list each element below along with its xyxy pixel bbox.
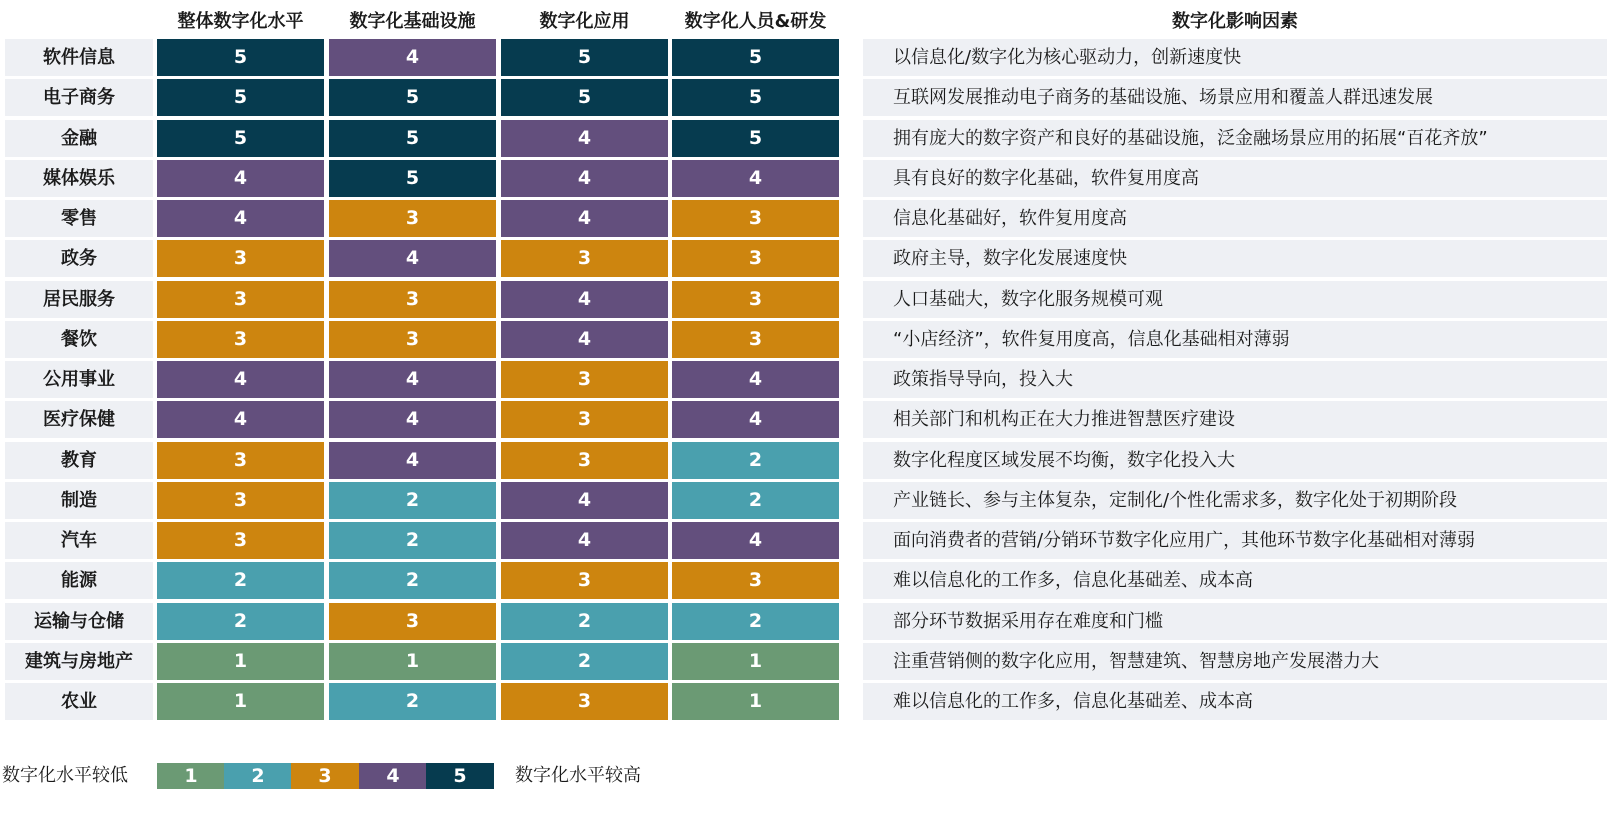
heatmap-cell: 4 bbox=[157, 160, 324, 197]
heatmap-cell: 3 bbox=[157, 281, 324, 318]
heatmap-cell: 4 bbox=[157, 361, 324, 398]
factor-text: 数字化程度区域发展不均衡，数字化投入大 bbox=[863, 442, 1607, 479]
heatmap-cell: 3 bbox=[501, 683, 668, 720]
heatmap-cell: 1 bbox=[672, 643, 839, 680]
heatmap-cell: 3 bbox=[329, 603, 496, 640]
heatmap-cell: 4 bbox=[329, 401, 496, 438]
heatmap-cell: 3 bbox=[329, 281, 496, 318]
legend-swatch: 2 bbox=[224, 763, 292, 789]
heatmap-cell: 5 bbox=[329, 79, 496, 116]
row-label: 餐饮 bbox=[5, 321, 153, 358]
heatmap-cell: 1 bbox=[672, 683, 839, 720]
heatmap-cell: 4 bbox=[672, 361, 839, 398]
heatmap-cell: 3 bbox=[501, 361, 668, 398]
factor-text: 政府主导，数字化发展速度快 bbox=[863, 240, 1607, 277]
factor-text: 拥有庞大的数字资产和良好的基础设施，泛金融场景应用的拓展“百花齐放” bbox=[863, 120, 1607, 157]
factor-text: 难以信息化的工作多，信息化基础差、成本高 bbox=[863, 562, 1607, 599]
heatmap-cell: 4 bbox=[501, 281, 668, 318]
heatmap-cell: 5 bbox=[329, 160, 496, 197]
heatmap-cell: 3 bbox=[672, 240, 839, 277]
heatmap-cell: 4 bbox=[672, 160, 839, 197]
factor-text: 人口基础大，数字化服务规模可观 bbox=[863, 281, 1607, 318]
factor-text: 信息化基础好，软件复用度高 bbox=[863, 200, 1607, 237]
legend-high-label: 数字化水平较高 bbox=[515, 765, 641, 786]
factor-text: 相关部门和机构正在大力推进智慧医疗建设 bbox=[863, 401, 1607, 438]
heatmap-cell: 3 bbox=[501, 442, 668, 479]
heatmap-cell: 5 bbox=[672, 120, 839, 157]
factor-text: 以信息化/数字化为核心驱动力，创新速度快 bbox=[863, 39, 1607, 76]
heatmap-cell: 4 bbox=[501, 120, 668, 157]
factor-text: 难以信息化的工作多，信息化基础差、成本高 bbox=[863, 683, 1607, 720]
heatmap-cell: 2 bbox=[672, 603, 839, 640]
heatmap-cell: 3 bbox=[157, 482, 324, 519]
heatmap-cell: 1 bbox=[329, 643, 496, 680]
heatmap-cell: 4 bbox=[672, 401, 839, 438]
heatmap-cell: 2 bbox=[501, 643, 668, 680]
factor-text: “小店经济”，软件复用度高，信息化基础相对薄弱 bbox=[863, 321, 1607, 358]
row-label: 能源 bbox=[5, 562, 153, 599]
heatmap-cell: 4 bbox=[329, 361, 496, 398]
row-label: 制造 bbox=[5, 482, 153, 519]
column-header: 数字化基础设施 bbox=[349, 11, 476, 32]
factor-text: 面向消费者的营销/分销环节数字化应用广，其他环节数字化基础相对薄弱 bbox=[863, 522, 1607, 559]
row-label: 建筑与房地产 bbox=[5, 643, 153, 680]
row-label: 金融 bbox=[5, 120, 153, 157]
heatmap-cell: 5 bbox=[157, 79, 324, 116]
heatmap-cell: 1 bbox=[157, 643, 324, 680]
heatmap-cell: 4 bbox=[501, 321, 668, 358]
heatmap-cell: 2 bbox=[329, 562, 496, 599]
heatmap-cell: 3 bbox=[672, 200, 839, 237]
factor-text: 互联网发展推动电子商务的基础设施、场景应用和覆盖人群迅速发展 bbox=[863, 79, 1607, 116]
heatmap-cell: 2 bbox=[672, 482, 839, 519]
heatmap-cell: 1 bbox=[157, 683, 324, 720]
heatmap-cell: 4 bbox=[501, 522, 668, 559]
row-label: 政务 bbox=[5, 240, 153, 277]
row-label: 居民服务 bbox=[5, 281, 153, 318]
factor-text: 产业链长、参与主体复杂，定制化/个性化需求多，数字化处于初期阶段 bbox=[863, 482, 1607, 519]
column-header: 数字化应用 bbox=[539, 11, 630, 32]
row-label: 电子商务 bbox=[5, 79, 153, 116]
row-label: 软件信息 bbox=[5, 39, 153, 76]
heatmap-cell: 2 bbox=[672, 442, 839, 479]
heatmap-cell: 3 bbox=[157, 321, 324, 358]
heatmap-cell: 4 bbox=[329, 442, 496, 479]
legend-swatch: 3 bbox=[291, 763, 359, 789]
legend-swatch: 5 bbox=[426, 763, 494, 789]
heatmap-cell: 3 bbox=[672, 562, 839, 599]
heatmap-cell: 3 bbox=[501, 401, 668, 438]
heatmap-cell: 5 bbox=[672, 39, 839, 76]
heatmap-cell: 5 bbox=[157, 120, 324, 157]
heatmap-cell: 4 bbox=[329, 39, 496, 76]
heatmap-cell: 4 bbox=[329, 240, 496, 277]
heatmap-cell: 5 bbox=[501, 79, 668, 116]
heatmap-cell: 5 bbox=[157, 39, 324, 76]
heatmap-cell: 5 bbox=[329, 120, 496, 157]
row-label: 医疗保健 bbox=[5, 401, 153, 438]
heatmap-cell: 3 bbox=[157, 522, 324, 559]
row-label: 媒体娱乐 bbox=[5, 160, 153, 197]
heatmap-cell: 4 bbox=[157, 401, 324, 438]
heatmap-cell: 4 bbox=[501, 482, 668, 519]
heatmap-cell: 3 bbox=[329, 200, 496, 237]
row-label: 公用事业 bbox=[5, 361, 153, 398]
heatmap-cell: 4 bbox=[157, 200, 324, 237]
legend-low-label: 数字化水平较低 bbox=[2, 765, 128, 786]
heatmap-cell: 2 bbox=[157, 562, 324, 599]
column-header: 数字化人员&研发 bbox=[684, 11, 827, 32]
heatmap-cell: 3 bbox=[501, 240, 668, 277]
row-label: 农业 bbox=[5, 683, 153, 720]
row-label: 运输与仓储 bbox=[5, 603, 153, 640]
heatmap-cell: 2 bbox=[501, 603, 668, 640]
heatmap-cell: 2 bbox=[157, 603, 324, 640]
legend-swatch: 1 bbox=[157, 763, 225, 789]
heatmap-cell: 3 bbox=[672, 321, 839, 358]
factor-text: 注重营销侧的数字化应用，智慧建筑、智慧房地产发展潜力大 bbox=[863, 643, 1607, 680]
heatmap-cell: 5 bbox=[672, 79, 839, 116]
factor-column-header: 数字化影响因素 bbox=[1172, 11, 1298, 32]
heatmap-cell: 4 bbox=[672, 522, 839, 559]
heatmap-cell: 3 bbox=[501, 562, 668, 599]
heatmap-cell: 2 bbox=[329, 683, 496, 720]
heatmap-cell: 4 bbox=[501, 160, 668, 197]
factor-text: 部分环节数据采用存在难度和门槛 bbox=[863, 603, 1607, 640]
row-label: 教育 bbox=[5, 442, 153, 479]
heatmap-cell: 3 bbox=[157, 240, 324, 277]
factor-text: 具有良好的数字化基础，软件复用度高 bbox=[863, 160, 1607, 197]
heatmap-cell: 2 bbox=[329, 522, 496, 559]
heatmap-cell: 2 bbox=[329, 482, 496, 519]
heatmap-cell: 3 bbox=[157, 442, 324, 479]
heatmap-cell: 3 bbox=[329, 321, 496, 358]
factor-text: 政策指导导向，投入大 bbox=[863, 361, 1607, 398]
heatmap-cell: 5 bbox=[501, 39, 668, 76]
row-label: 汽车 bbox=[5, 522, 153, 559]
heatmap-cell: 4 bbox=[501, 200, 668, 237]
row-label: 零售 bbox=[5, 200, 153, 237]
legend-swatch: 4 bbox=[359, 763, 427, 789]
heatmap-cell: 3 bbox=[672, 281, 839, 318]
column-header: 整体数字化水平 bbox=[177, 11, 304, 32]
